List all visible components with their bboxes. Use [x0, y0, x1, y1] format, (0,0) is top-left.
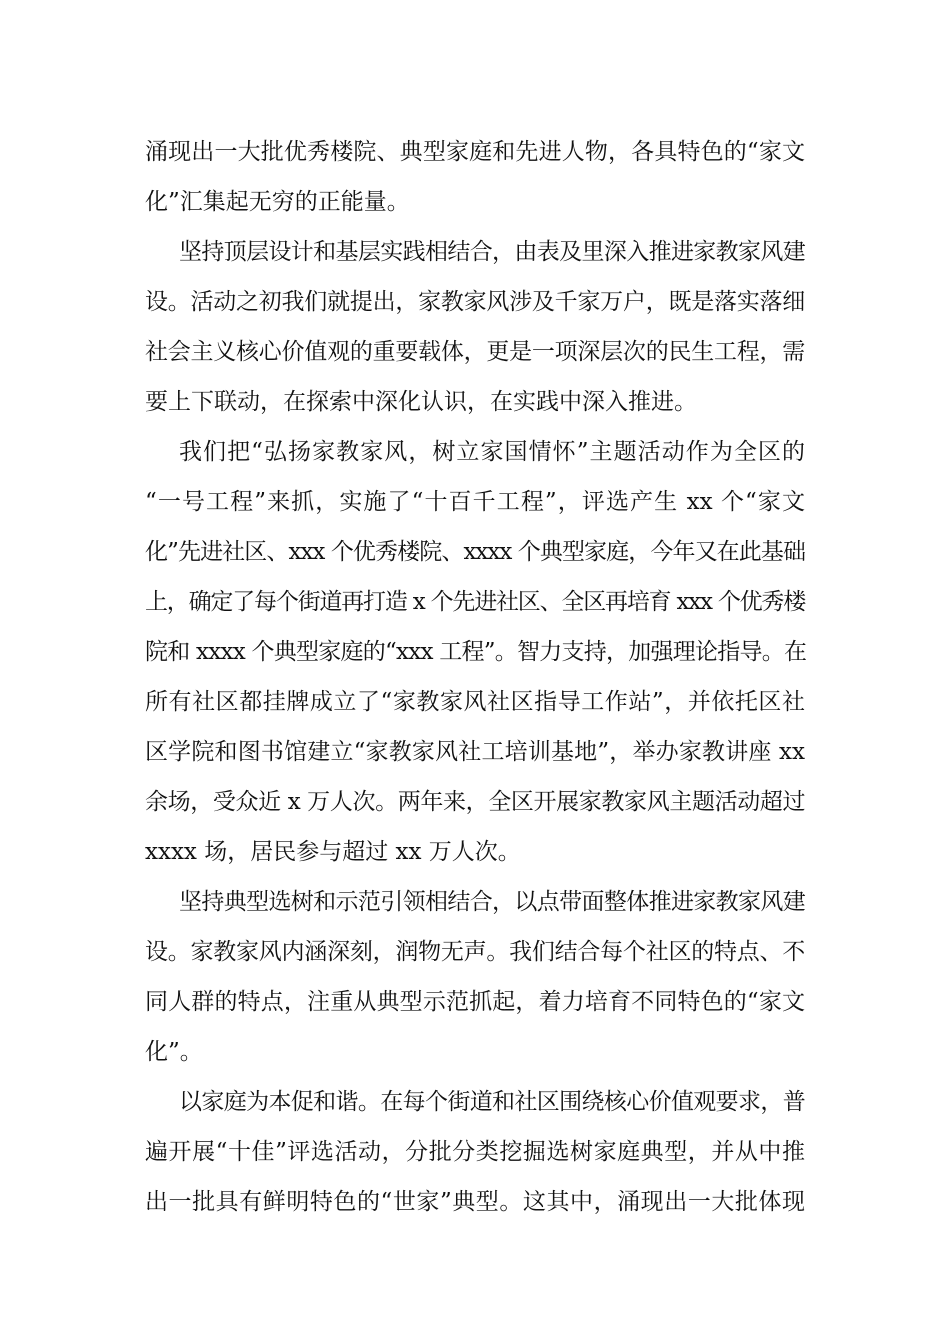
text-line: xxxx 场，居民参与超过 xx 万人次。 [145, 839, 521, 865]
text-line: 设。活动之初我们就提出，家教家风涉及千家万户，既是落实落细 [145, 289, 805, 315]
text-line: 社会主义核心价值观的重要载体，更是一项深层次的民生工程，需 [145, 339, 805, 365]
text-line: 要上下联动，在探索中深化认识，在实践中深入推进。 [145, 389, 697, 415]
text-line: 同人群的特点，注重从典型示范抓起，着力培育不同特色的“家文 [145, 989, 805, 1015]
text-line: 坚持典型选树和示范引领相结合，以点带面整体推进家教家风建 [179, 889, 805, 915]
body-text [145, 127, 805, 1227]
text-line: 我们把“弘扬家教家风，树立家国情怀”主题活动作为全区的 [179, 439, 805, 465]
text-line: 院和 xxxx 个典型家庭的“xxx 工程”。智力支持，加强理论指导。在 [145, 639, 807, 665]
text-line: 余场，受众近 x 万人次。两年来，全区开展家教家风主题活动超过 [145, 789, 805, 815]
text-line: 化”先进社区、xxx 个优秀楼院、xxxx 个典型家庭，今年又在此基础 [145, 539, 805, 565]
text-line: 出一批具有鲜明特色的“世家”典型。这其中，涌现出一大批体现 [145, 1189, 805, 1215]
text-line: 化”。 [145, 1039, 203, 1065]
text-line: 涌现出一大批优秀楼院、典型家庭和先进人物，各具特色的“家文 [145, 139, 805, 165]
text-line: 化”汇集起无穷的正能量。 [145, 189, 410, 215]
text-line: 上，确定了每个街道再打造 x 个先进社区、全区再培育 xxx 个优秀楼 [145, 589, 805, 615]
text-line: 所有社区都挂牌成立了“家教家风社区指导工作站”，并依托区社 [145, 689, 805, 715]
text-line: 区学院和图书馆建立“家教家风社工培训基地”，举办家教讲座 xx [145, 739, 805, 765]
text-line: “一号工程”来抓，实施了“十百千工程”，评选产生 xx 个“家文 [145, 489, 805, 515]
text-line: 设。家教家风内涵深刻，润物无声。我们结合每个社区的特点、不 [145, 939, 805, 965]
text-line: 遍开展“十佳”评选活动，分批分类挖掘选树家庭典型，并从中推 [145, 1139, 805, 1165]
text-line: 坚持顶层设计和基层实践相结合，由表及里深入推进家教家风建 [179, 239, 805, 265]
text-line: 以家庭为本促和谐。在每个街道和社区围绕核心价值观要求，普 [179, 1089, 805, 1115]
